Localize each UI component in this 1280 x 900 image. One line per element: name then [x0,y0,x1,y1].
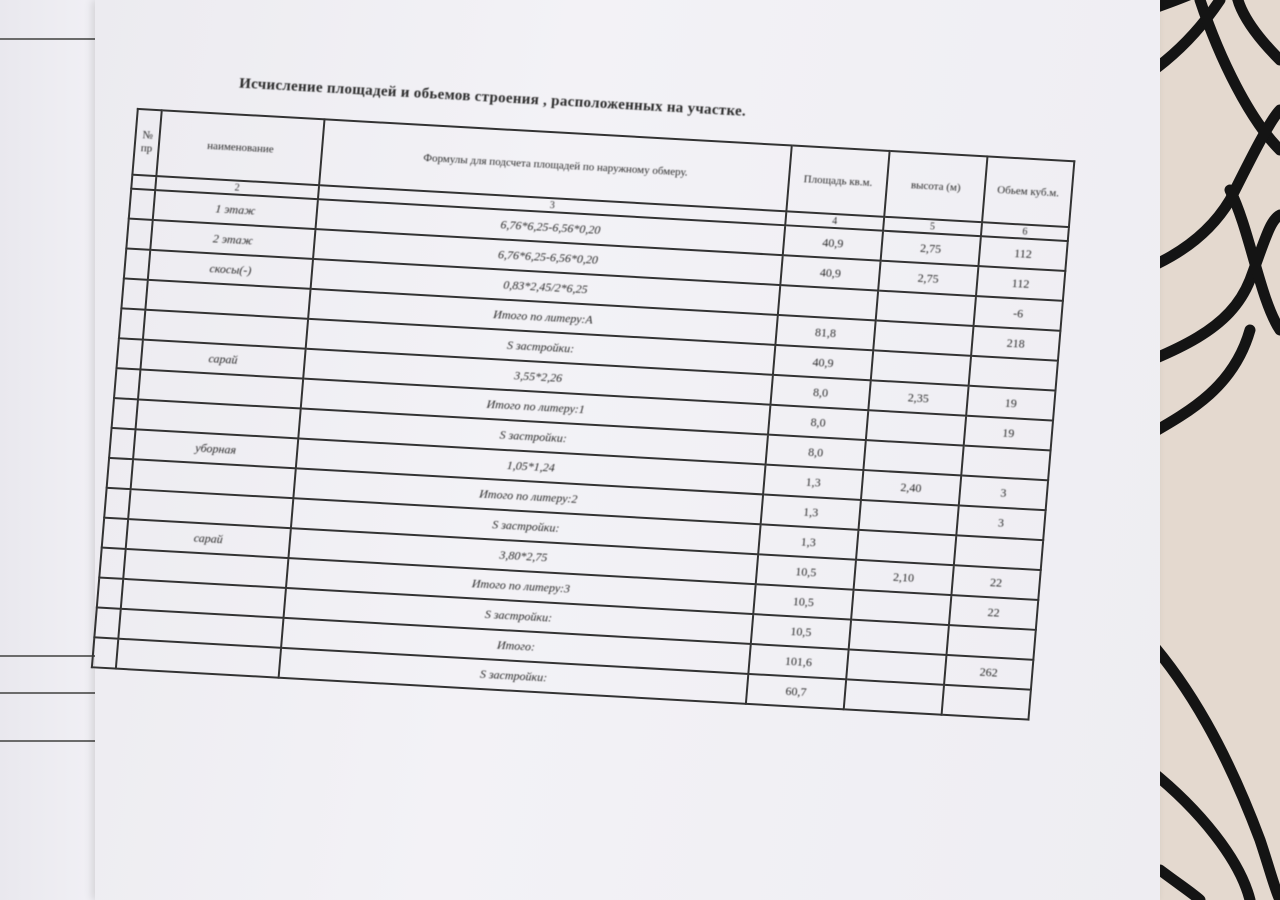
row-formula-cell: S застройки: [279,648,749,704]
column-number: 4 [785,211,884,230]
column-number: 2 [155,176,319,199]
row-name-cell: скосы(-) [148,250,313,289]
row-area-cell: 101,6 [748,644,848,679]
printed-page [84,70,1088,801]
header-formula: Формулы для подсчета площадей по наружному обмеру. [319,119,792,211]
row-volume-cell: 3 [956,505,1045,540]
header-volume: Обьем куб.м. [982,156,1074,227]
row-formula-cell: S застройки: [284,588,754,644]
row-formula-cell: S застройки: [291,498,761,554]
row-area-cell: 8,0 [771,375,871,410]
row-volume-cell: 19 [966,386,1055,421]
column-number [131,175,156,190]
row-volume-cell: 262 [944,655,1033,690]
row-index-cell [129,189,155,220]
row-area-cell: 40,9 [773,345,873,380]
row-index-cell [116,338,142,369]
row-index-cell [119,308,145,339]
row-volume-cell: 22 [951,565,1040,600]
row-area-cell: 1,3 [763,465,863,500]
row-formula-cell: S застройки: [298,409,768,465]
row-area-cell: 10,5 [751,614,851,649]
column-number: 6 [981,222,1069,241]
row-height-cell: 2,35 [868,380,968,415]
row-area-cell: 40,9 [780,255,880,290]
calculation-table [91,108,1076,721]
row-area-cell: 40,9 [783,225,883,260]
row-volume-cell: -6 [973,296,1062,331]
header-height: высота (м) [884,151,987,222]
row-index-cell [94,607,120,638]
row-index-cell [99,548,125,579]
row-index-cell [109,428,135,459]
row-formula-cell: Итого по литеру:2 [294,468,764,524]
row-volume-cell: 218 [971,326,1060,361]
column-number: 3 [318,185,786,225]
row-formula-cell: 0,83*2,45/2*6,25 [311,259,781,315]
row-name-cell: сарай [126,519,291,558]
row-area-cell: 81,8 [775,315,875,350]
row-index-cell [107,458,133,489]
row-index-cell [126,219,152,250]
row-area-cell: 1,3 [761,494,861,529]
row-formula-cell: 6,76*6,25-6,56*0,20 [313,229,783,285]
row-index-cell [97,578,123,609]
header-area: Площадь кв.м. [786,146,889,217]
row-volume-cell: 112 [976,266,1065,301]
row-volume-cell: 22 [949,595,1038,630]
row-volume-cell [969,356,1058,391]
column-number: 5 [883,217,982,236]
row-area-cell: 8,0 [768,405,868,440]
row-volume-cell [946,625,1035,660]
row-height-cell: 2,40 [861,470,961,505]
row-name-cell: уборная [133,429,298,468]
row-volume-cell [954,535,1043,570]
row-name-cell: сарай [140,340,305,379]
row-area-cell: 10,5 [756,554,856,589]
row-volume-cell: 112 [978,236,1067,271]
row-height-cell: 2,75 [878,261,978,296]
row-volume-cell [961,446,1050,481]
row-area-cell: 1,3 [758,524,858,559]
row-index-cell [124,249,150,280]
row-formula-cell: Итого: [281,618,751,674]
row-name-cell: 1 этаж [153,190,318,229]
row-height-cell [844,679,944,714]
row-name-cell: 2 этаж [150,220,315,259]
row-volume-cell [941,685,1030,720]
row-formula-cell: Итого по литеру:3 [286,558,756,614]
document-title: Исчисление площадей и обьемов строения , расположенных на участке. [238,75,747,120]
row-index-cell [102,518,128,549]
row-volume-cell: 3 [959,475,1048,510]
row-formula-cell: 1,05*1,24 [296,438,766,494]
row-formula-cell: Итого по литеру:1 [301,379,771,435]
header-number: № пр [132,109,161,176]
row-index-cell [114,368,140,399]
row-index-cell [104,488,130,519]
row-volume-cell: 19 [964,416,1053,451]
row-height-cell: 2,10 [854,560,954,595]
row-formula-cell: 3,80*2,75 [289,528,759,584]
row-formula-cell: 6,76*6,25-6,56*0,20 [316,199,786,255]
row-index-cell [92,637,118,668]
row-area-cell: 60,7 [746,674,846,709]
row-formula-cell: 3,55*2,26 [303,349,773,405]
row-formula-cell: S застройки: [306,319,776,375]
header-name: наименование [156,110,324,185]
row-index-cell [112,398,138,429]
row-area-cell: 8,0 [766,435,866,470]
row-formula-cell: Итого по литеру:А [308,289,778,345]
row-height-cell: 2,75 [881,231,981,266]
row-index-cell [121,278,147,309]
row-area-cell: 10,5 [753,584,853,619]
